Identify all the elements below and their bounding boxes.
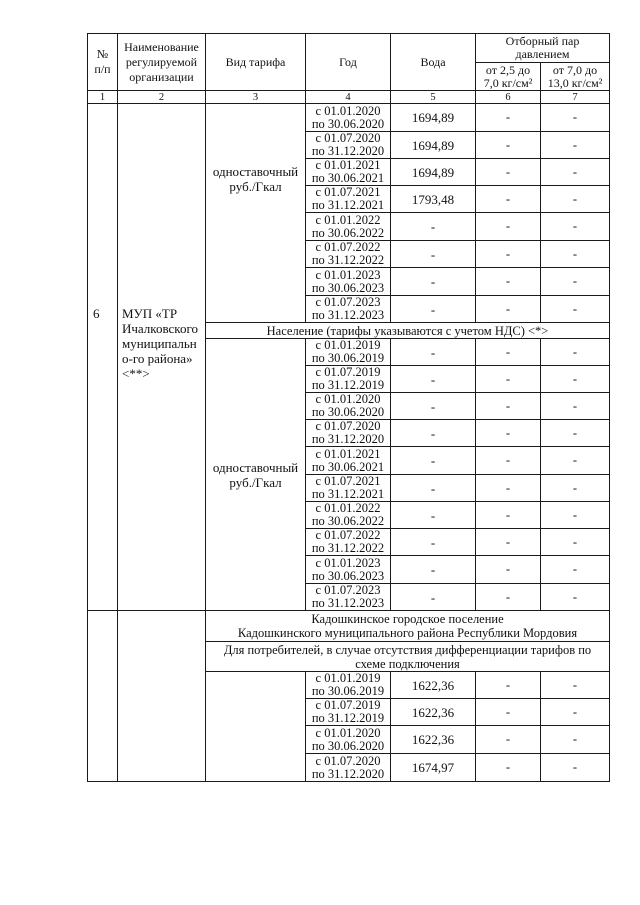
water-tariff: - [391,213,476,241]
period-from: с 01.07.2020 [315,419,381,433]
water-tariff: - [391,420,476,447]
steam-high-tariff: - [541,186,610,213]
period-from: с 01.07.2022 [315,528,381,542]
steam-high-tariff: - [541,104,610,132]
steam-high-tariff: - [541,132,610,159]
period-from: с 01.07.2022 [315,240,381,254]
steam-high-tariff: - [541,556,610,584]
steam-low-tariff: - [476,420,541,447]
header-org: Наименование регулируемой организации [118,34,206,91]
period-from: с 01.01.2020 [315,103,381,118]
period-cell [306,584,391,611]
steam-high-tariff: - [541,754,610,782]
steam-high-tariff: - [541,241,610,268]
period-cell [306,132,391,159]
steam-low-tariff: - [476,159,541,186]
steam-low-tariff: - [476,726,541,754]
period-cell [306,241,391,268]
steam-high-tariff: - [541,672,610,699]
header-steam-low: от 2,5 до 7,0 кг/см² [476,63,541,91]
period-from: с 01.01.2023 [315,555,381,570]
steam-low-tariff: - [476,366,541,393]
water-tariff: 1694,89 [391,132,476,159]
period-from: с 01.07.2019 [315,698,381,712]
water-tariff: - [391,296,476,323]
steam-low-tariff: - [476,475,541,502]
period-cell [306,366,391,393]
period-to: по 30.06.2023 [311,568,385,583]
column-number-row [88,91,610,104]
period-cell [306,447,391,475]
steam-low-tariff: - [476,241,541,268]
steam-high-tariff: - [541,502,610,529]
settlement-title: Кадошкинское городское поселение Кадошкинского муниципального района Республики Мордовия [206,611,610,642]
water-tariff: - [391,366,476,393]
period-from: с 01.07.2023 [315,583,381,597]
period-from: с 01.07.2021 [315,185,381,199]
steam-high-tariff: - [541,699,610,726]
period-cell [306,502,391,529]
period-to: по 30.06.2019 [311,351,385,365]
period-cell [306,699,391,726]
steam-high-tariff: - [541,420,610,447]
header-steam: Отборный пар давлением [476,34,610,63]
steam-low-tariff: - [476,447,541,475]
steam-low-tariff: - [476,186,541,213]
period-to: по 31.12.2021 [311,487,385,501]
table-row [88,611,610,642]
water-tariff: - [391,447,476,475]
water-tariff: 1674,97 [391,754,476,782]
water-tariff: - [391,556,476,584]
period-cell [306,339,391,366]
steam-low-tariff: - [476,393,541,420]
period-cell [306,726,391,754]
period-to: по 30.06.2020 [311,116,385,131]
period-to: по 30.06.2020 [311,405,385,419]
period-from: с 01.01.2020 [315,725,381,740]
header-water: Вода [391,34,476,91]
water-tariff: - [391,339,476,366]
steam-high-tariff: - [541,475,610,502]
period-from: с 01.07.2020 [315,131,381,145]
period-to: по 31.12.2023 [311,308,385,322]
row-number-empty [88,611,118,782]
water-tariff: 1793,48 [391,186,476,213]
period-to: по 31.12.2023 [311,596,385,610]
period-to: по 31.12.2021 [311,198,385,212]
period-cell [306,672,391,699]
column-number: 1 [88,91,118,104]
water-tariff: - [391,584,476,611]
period-from: с 01.01.2023 [315,267,381,282]
period-from: с 01.07.2023 [315,295,381,309]
steam-low-tariff: - [476,502,541,529]
period-from: с 01.01.2019 [315,671,381,685]
water-tariff: 1694,89 [391,104,476,132]
period-to: по 30.06.2022 [311,225,385,240]
steam-low-tariff: - [476,584,541,611]
column-number: 5 [391,91,476,104]
column-number: 6 [476,91,541,104]
period-to: по 31.12.2022 [311,541,385,555]
period-cell [306,186,391,213]
organization-name: МУП «ТР Ичалковского муниципальн о-го района» <**> [118,104,206,611]
period-cell [306,529,391,556]
header-year: Год [306,34,391,91]
period-to: по 30.06.2021 [311,459,385,474]
column-number: 7 [541,91,610,104]
steam-low-tariff: - [476,268,541,296]
steam-high-tariff: - [541,296,610,323]
water-tariff: - [391,475,476,502]
period-from: с 01.01.2020 [315,392,381,406]
steam-high-tariff: - [541,584,610,611]
period-from: с 01.01.2022 [315,212,381,227]
steam-low-tariff: - [476,213,541,241]
period-to: по 30.06.2023 [311,280,385,295]
population-label: Население (тарифы указываются с учетом НДС) <*> [206,323,610,339]
steam-low-tariff: - [476,754,541,782]
period-cell [306,296,391,323]
column-number: 4 [306,91,391,104]
period-to: по 30.06.2020 [311,738,385,753]
water-tariff: 1622,36 [391,726,476,754]
water-tariff: 1622,36 [391,672,476,699]
period-to: по 31.12.2020 [311,144,385,158]
period-cell [306,393,391,420]
column-number: 2 [118,91,206,104]
period-to: по 31.12.2022 [311,253,385,267]
table-row [88,104,610,132]
steam-low-tariff: - [476,104,541,132]
water-tariff: 1622,36 [391,699,476,726]
steam-high-tariff: - [541,447,610,475]
steam-high-tariff: - [541,726,610,754]
period-cell [306,268,391,296]
period-from: с 01.01.2019 [315,338,381,352]
water-tariff: - [391,502,476,529]
steam-low-tariff: - [476,556,541,584]
period-to: по 31.12.2019 [311,711,385,725]
period-from: с 01.01.2021 [315,446,381,461]
water-tariff: - [391,268,476,296]
period-to: по 31.12.2019 [311,378,385,392]
period-cell [306,556,391,584]
water-tariff: 1694,89 [391,159,476,186]
period-cell [306,159,391,186]
period-from: с 01.07.2020 [315,753,381,768]
period-to: по 30.06.2019 [311,684,385,698]
steam-low-tariff: - [476,672,541,699]
steam-low-tariff: - [476,339,541,366]
row-number: 6 [88,104,118,611]
steam-high-tariff: - [541,529,610,556]
steam-low-tariff: - [476,699,541,726]
organization-name-empty [118,611,206,782]
steam-high-tariff: - [541,366,610,393]
period-cell [306,754,391,782]
period-cell [306,420,391,447]
column-number: 3 [206,91,306,104]
steam-low-tariff: - [476,529,541,556]
period-to: по 30.06.2022 [311,514,385,528]
period-from: с 01.01.2022 [315,501,381,515]
period-from: с 01.07.2019 [315,365,381,379]
period-cell [306,213,391,241]
period-to: по 30.06.2021 [311,171,385,185]
steam-low-tariff: - [476,296,541,323]
steam-high-tariff: - [541,339,610,366]
period-to: по 31.12.2020 [311,432,385,446]
tariff-table [87,33,610,782]
period-cell [306,475,391,502]
tariff-type: одноставочный руб./Гкал [206,104,306,323]
water-tariff: - [391,529,476,556]
header-num: № п/п [88,34,118,91]
consumers-label: Для потребителей, в случае отсутствия дифференциации тарифов по схеме подключения [206,642,610,672]
period-cell [306,104,391,132]
tariff-type: одноставочный руб./Гкал [206,339,306,611]
steam-high-tariff: - [541,213,610,241]
water-tariff: - [391,241,476,268]
header-steam-high: от 7,0 до 13,0 кг/см² [541,63,610,91]
steam-high-tariff: - [541,393,610,420]
header-row [88,34,610,63]
steam-low-tariff: - [476,132,541,159]
steam-high-tariff: - [541,268,610,296]
header-tariff-type: Вид тарифа [206,34,306,91]
steam-high-tariff: - [541,159,610,186]
water-tariff: - [391,393,476,420]
period-from: с 01.01.2021 [315,158,381,172]
tariff-type-empty [206,672,306,782]
period-to: по 31.12.2020 [311,766,385,781]
period-from: с 01.07.2021 [315,474,381,488]
